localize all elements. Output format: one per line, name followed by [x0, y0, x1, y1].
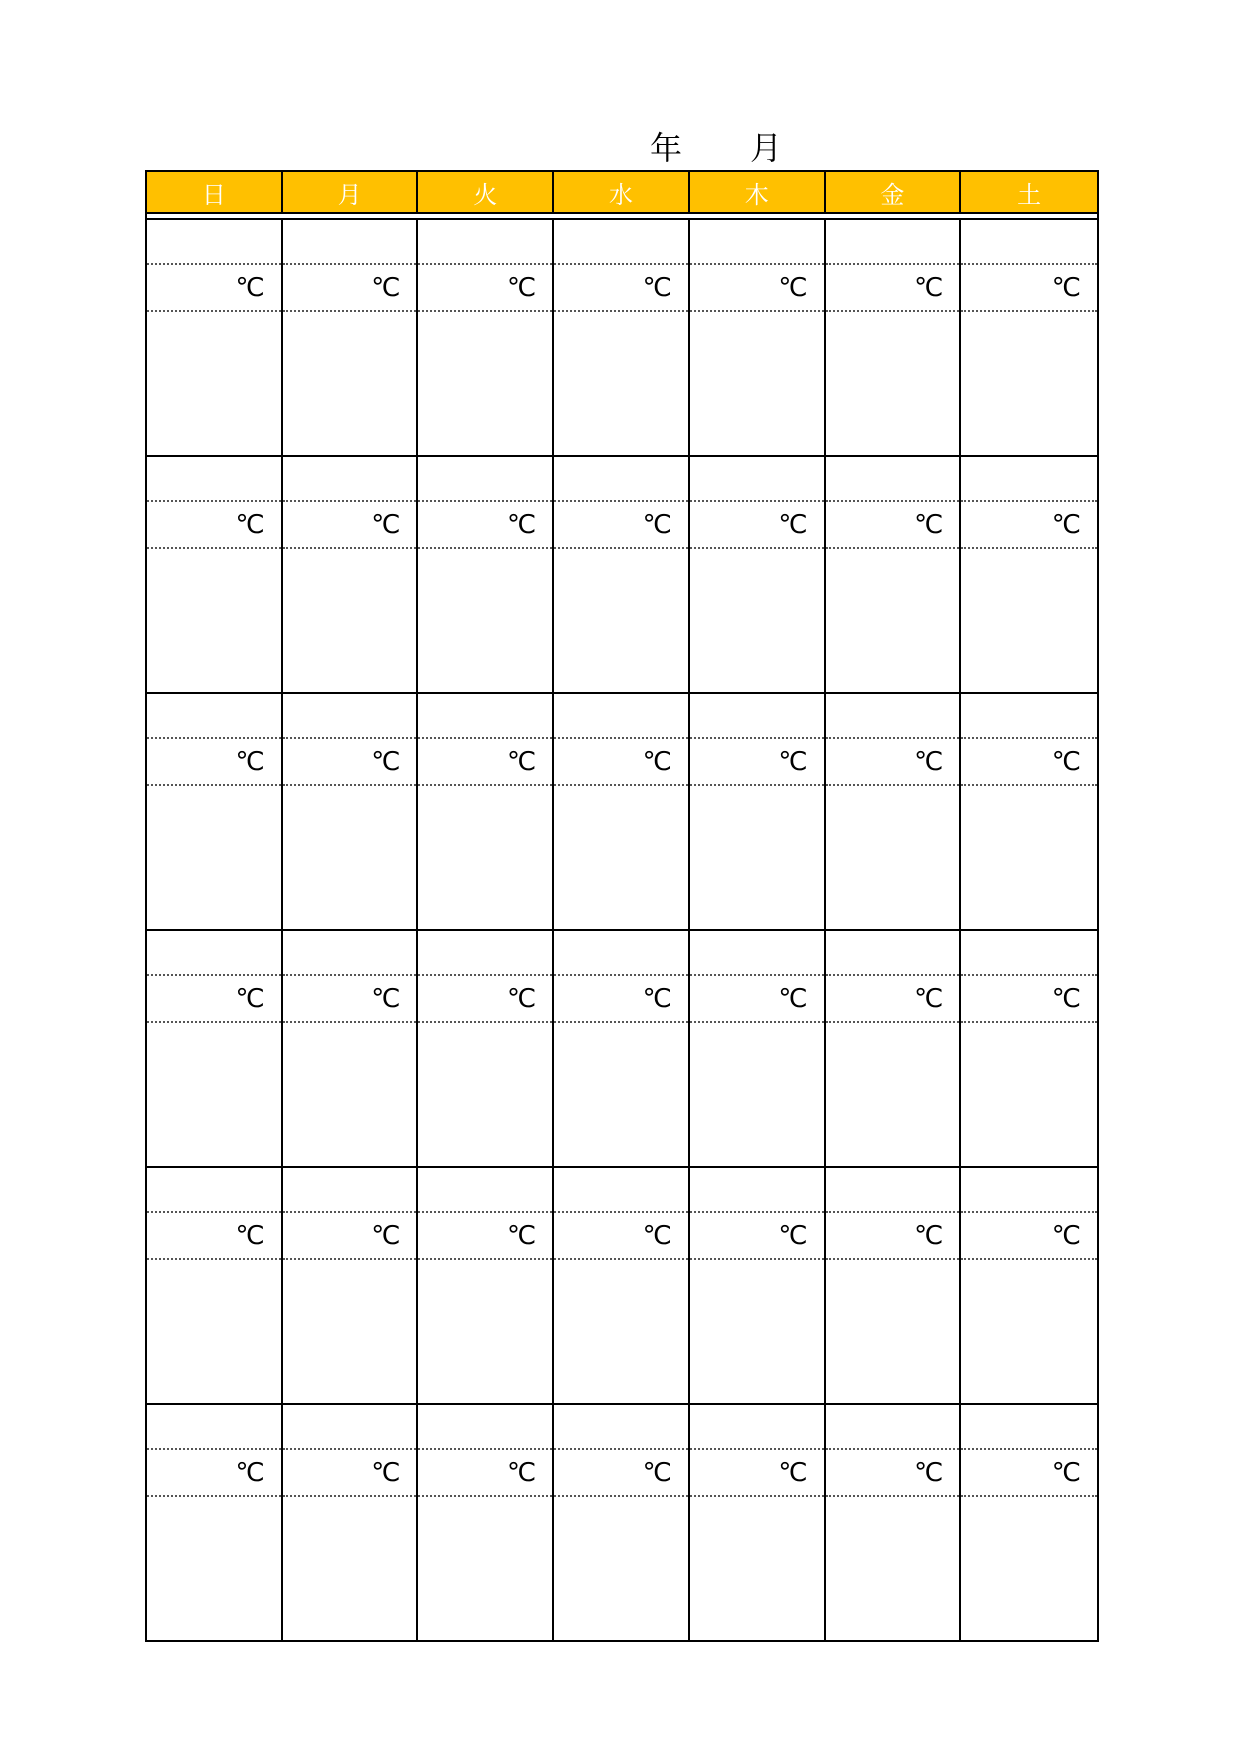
temperature-unit: ℃	[506, 509, 537, 540]
week-row	[147, 931, 1097, 1168]
date-field[interactable]	[283, 220, 417, 265]
date-field[interactable]	[147, 220, 281, 265]
date-field[interactable]	[147, 457, 281, 502]
memo-area[interactable]	[961, 786, 1097, 929]
temperature-field[interactable]	[554, 265, 688, 312]
temperature-field[interactable]	[826, 739, 960, 786]
day-cell	[826, 694, 962, 929]
temperature-unit: ℃	[235, 1220, 265, 1251]
temperature-field[interactable]	[554, 1213, 688, 1260]
temperature-unit: ℃	[235, 272, 265, 303]
weekday-header-monday: 月	[283, 172, 419, 212]
date-field[interactable]	[961, 457, 1097, 502]
date-field[interactable]	[554, 457, 688, 502]
date-field[interactable]	[826, 931, 960, 976]
memo-area[interactable]	[147, 549, 281, 692]
temperature-field[interactable]	[147, 1450, 281, 1497]
date-field[interactable]	[690, 220, 824, 265]
day-cell	[961, 1168, 1097, 1403]
memo-area[interactable]	[826, 1260, 960, 1403]
memo-area[interactable]	[554, 1023, 688, 1166]
day-cell	[283, 457, 419, 692]
temperature-unit: ℃	[914, 272, 944, 303]
temperature-field[interactable]	[961, 739, 1097, 786]
temperature-unit: ℃	[235, 746, 265, 777]
date-field[interactable]	[690, 1405, 824, 1450]
memo-area[interactable]	[418, 312, 552, 455]
temperature-unit: ℃	[778, 1220, 808, 1251]
date-field[interactable]	[418, 457, 552, 502]
memo-area[interactable]	[554, 549, 688, 692]
temperature-field[interactable]	[826, 976, 960, 1023]
temperature-field[interactable]	[690, 265, 824, 312]
day-cell	[283, 931, 419, 1166]
day-cell	[690, 457, 826, 692]
date-field[interactable]	[690, 1168, 824, 1213]
day-cell	[961, 220, 1097, 455]
temperature-field[interactable]	[826, 1450, 960, 1497]
weekday-header-sunday: 日	[147, 172, 283, 212]
memo-area[interactable]	[283, 1023, 417, 1166]
temperature-unit: ℃	[371, 1457, 401, 1488]
temperature-unit: ℃	[642, 746, 672, 777]
day-cell	[554, 220, 690, 455]
memo-area[interactable]	[418, 786, 552, 929]
memo-area[interactable]	[961, 312, 1097, 455]
date-field[interactable]	[283, 1405, 417, 1450]
day-cell	[690, 220, 826, 455]
day-cell	[147, 1405, 283, 1640]
date-field[interactable]	[961, 220, 1097, 265]
week-row	[147, 220, 1097, 457]
temperature-field[interactable]	[554, 976, 688, 1023]
temperature-field[interactable]	[418, 739, 552, 786]
temperature-unit: ℃	[371, 509, 401, 540]
temperature-unit: ℃	[1051, 1457, 1081, 1488]
day-cell	[961, 694, 1097, 929]
day-cell	[961, 1405, 1097, 1640]
memo-area[interactable]	[418, 1260, 552, 1403]
date-field[interactable]	[147, 931, 281, 976]
day-cell	[418, 1168, 554, 1403]
date-field[interactable]	[690, 931, 824, 976]
temperature-unit: ℃	[914, 983, 944, 1014]
memo-area[interactable]	[826, 549, 960, 692]
week-row	[147, 1405, 1097, 1642]
memo-area[interactable]	[690, 1023, 824, 1166]
temperature-field[interactable]	[147, 976, 281, 1023]
temperature-field[interactable]	[690, 502, 824, 549]
temperature-field[interactable]	[147, 739, 281, 786]
temperature-unit: ℃	[778, 509, 808, 540]
temperature-unit: ℃	[235, 509, 265, 540]
temperature-field[interactable]	[961, 1213, 1097, 1260]
temperature-field[interactable]	[418, 502, 552, 549]
date-field[interactable]	[690, 457, 824, 502]
temperature-field[interactable]	[418, 1213, 552, 1260]
temperature-field[interactable]	[690, 976, 824, 1023]
day-cell	[418, 694, 554, 929]
date-field[interactable]	[826, 1405, 960, 1450]
day-cell	[147, 694, 283, 929]
memo-area[interactable]	[690, 1497, 824, 1640]
date-field[interactable]	[418, 931, 552, 976]
date-field[interactable]	[961, 1405, 1097, 1450]
day-cell	[147, 931, 283, 1166]
day-cell	[961, 457, 1097, 692]
year-label: 年	[650, 129, 683, 167]
temperature-unit: ℃	[914, 509, 944, 540]
memo-area[interactable]	[826, 1023, 960, 1166]
memo-area[interactable]	[826, 786, 960, 929]
date-field[interactable]	[418, 1168, 552, 1213]
memo-area[interactable]	[283, 786, 417, 929]
date-field[interactable]	[418, 1405, 552, 1450]
date-field[interactable]	[554, 931, 688, 976]
temperature-unit: ℃	[1051, 983, 1081, 1014]
temperature-unit: ℃	[506, 746, 537, 777]
temperature-field[interactable]	[283, 1213, 417, 1260]
temperature-unit: ℃	[1051, 1220, 1081, 1251]
temperature-field[interactable]	[147, 1213, 281, 1260]
memo-area[interactable]	[554, 786, 688, 929]
memo-area[interactable]	[283, 1497, 417, 1640]
date-field[interactable]	[961, 931, 1097, 976]
day-cell	[690, 1168, 826, 1403]
day-cell	[554, 694, 690, 929]
day-cell	[826, 220, 962, 455]
date-field[interactable]	[147, 1168, 281, 1213]
day-cell	[826, 931, 962, 1166]
date-field[interactable]	[554, 1405, 688, 1450]
temperature-unit: ℃	[914, 1220, 944, 1251]
temperature-field[interactable]	[147, 265, 281, 312]
day-cell	[147, 457, 283, 692]
temperature-unit: ℃	[642, 272, 672, 303]
temperature-field[interactable]	[554, 1450, 688, 1497]
temperature-unit: ℃	[1051, 272, 1081, 303]
temperature-field[interactable]	[961, 502, 1097, 549]
temperature-unit: ℃	[778, 1457, 808, 1488]
weekday-header-friday: 金	[826, 172, 962, 212]
temperature-unit: ℃	[371, 746, 401, 777]
date-field[interactable]	[418, 694, 552, 739]
date-field[interactable]	[554, 694, 688, 739]
calendar-title	[650, 124, 782, 168]
date-field[interactable]	[147, 694, 281, 739]
week-row	[147, 1168, 1097, 1405]
temperature-unit: ℃	[914, 746, 944, 777]
day-cell	[826, 1168, 962, 1403]
temperature-field[interactable]	[826, 1213, 960, 1260]
memo-area[interactable]	[147, 1497, 281, 1640]
day-cell	[283, 694, 419, 929]
day-cell	[690, 694, 826, 929]
temperature-field[interactable]	[826, 265, 960, 312]
temperature-unit: ℃	[642, 1220, 672, 1251]
temperature-unit: ℃	[371, 983, 401, 1014]
temperature-unit: ℃	[642, 983, 672, 1014]
memo-area[interactable]	[418, 1023, 552, 1166]
date-field[interactable]	[283, 457, 417, 502]
memo-area[interactable]	[283, 549, 417, 692]
day-cell	[826, 1405, 962, 1640]
temperature-unit: ℃	[914, 1457, 944, 1488]
memo-area[interactable]	[147, 1260, 281, 1403]
temperature-field[interactable]	[283, 1450, 417, 1497]
weekday-header-saturday: 土	[1017, 180, 1042, 209]
weekday-header-wednesday: 水	[554, 172, 690, 212]
date-field[interactable]	[418, 220, 552, 265]
temperature-unit: ℃	[371, 272, 401, 303]
temperature-field[interactable]	[283, 739, 417, 786]
temperature-field[interactable]	[283, 265, 417, 312]
date-field[interactable]	[554, 220, 688, 265]
temperature-unit: ℃	[1051, 509, 1081, 540]
day-cell	[283, 1405, 419, 1640]
date-field[interactable]	[147, 1405, 281, 1450]
date-field[interactable]	[826, 457, 960, 502]
date-field[interactable]	[283, 1168, 417, 1213]
date-field[interactable]	[690, 694, 824, 739]
temperature-field[interactable]	[418, 976, 552, 1023]
day-cell	[554, 457, 690, 692]
day-cell	[147, 1168, 283, 1403]
memo-area[interactable]	[826, 312, 960, 455]
temperature-unit: ℃	[506, 272, 537, 303]
temperature-field[interactable]	[554, 739, 688, 786]
date-field[interactable]	[826, 694, 960, 739]
temperature-unit: ℃	[642, 1457, 672, 1488]
day-cell	[418, 1405, 554, 1640]
day-cell	[690, 931, 826, 1166]
weekday-header-tuesday: 火	[418, 172, 554, 212]
temperature-field[interactable]	[283, 502, 417, 549]
memo-area[interactable]	[961, 1497, 1097, 1640]
day-cell	[554, 1168, 690, 1403]
date-field[interactable]	[826, 220, 960, 265]
day-cell	[418, 457, 554, 692]
weekday-header-thursday: 木	[690, 172, 826, 212]
weekday-header-row	[145, 170, 1099, 214]
temperature-unit: ℃	[506, 1220, 537, 1251]
date-field[interactable]	[826, 1168, 960, 1213]
memo-area[interactable]	[147, 1023, 281, 1166]
day-cell	[283, 220, 419, 455]
temperature-field[interactable]	[690, 1213, 824, 1260]
temperature-field[interactable]	[690, 739, 824, 786]
temperature-field[interactable]	[418, 1450, 552, 1497]
temperature-unit: ℃	[642, 509, 672, 540]
day-cell	[554, 1405, 690, 1640]
memo-area[interactable]	[554, 312, 688, 455]
day-cell	[147, 220, 283, 455]
memo-area[interactable]	[554, 1497, 688, 1640]
day-cell	[418, 220, 554, 455]
day-cell	[826, 457, 962, 692]
memo-area[interactable]	[283, 312, 417, 455]
temperature-field[interactable]	[147, 502, 281, 549]
date-field[interactable]	[283, 694, 417, 739]
memo-area[interactable]	[147, 786, 281, 929]
memo-area[interactable]	[690, 312, 824, 455]
memo-area[interactable]	[554, 1260, 688, 1403]
week-row	[147, 457, 1097, 694]
memo-area[interactable]	[283, 1260, 417, 1403]
temperature-field[interactable]	[826, 502, 960, 549]
weeks-container	[145, 218, 1099, 1642]
memo-area[interactable]	[690, 786, 824, 929]
temperature-unit: ℃	[506, 1457, 537, 1488]
temperature-field[interactable]	[554, 502, 688, 549]
temperature-unit: ℃	[1051, 746, 1081, 777]
calendar-grid	[145, 170, 1099, 1642]
temperature-field[interactable]	[961, 265, 1097, 312]
day-cell	[961, 931, 1097, 1166]
day-cell	[690, 1405, 826, 1640]
temperature-field[interactable]	[961, 1450, 1097, 1497]
temperature-unit: ℃	[778, 272, 808, 303]
day-cell	[418, 931, 554, 1166]
date-field[interactable]	[961, 1168, 1097, 1213]
memo-area[interactable]	[961, 1023, 1097, 1166]
memo-area[interactable]	[826, 1497, 960, 1640]
month-label: 月	[750, 129, 783, 167]
memo-area[interactable]	[418, 549, 552, 692]
temperature-unit: ℃	[371, 1220, 401, 1251]
temperature-unit: ℃	[235, 983, 265, 1014]
memo-area[interactable]	[690, 1260, 824, 1403]
temperature-field[interactable]	[418, 265, 552, 312]
memo-area[interactable]	[690, 549, 824, 692]
memo-area[interactable]	[147, 312, 281, 455]
day-cell	[283, 1168, 419, 1403]
temperature-field[interactable]	[283, 976, 417, 1023]
temperature-field[interactable]	[961, 976, 1097, 1023]
temperature-unit: ℃	[506, 983, 537, 1014]
temperature-unit: ℃	[778, 746, 808, 777]
week-row	[147, 694, 1097, 931]
temperature-field[interactable]	[690, 1450, 824, 1497]
temperature-unit: ℃	[778, 983, 808, 1014]
memo-area[interactable]	[961, 549, 1097, 692]
day-cell	[554, 931, 690, 1166]
memo-area[interactable]	[961, 1260, 1097, 1403]
date-field[interactable]	[961, 694, 1097, 739]
temperature-unit: ℃	[235, 1457, 265, 1488]
memo-area[interactable]	[418, 1497, 552, 1640]
date-field[interactable]	[283, 931, 417, 976]
date-field[interactable]	[554, 1168, 688, 1213]
